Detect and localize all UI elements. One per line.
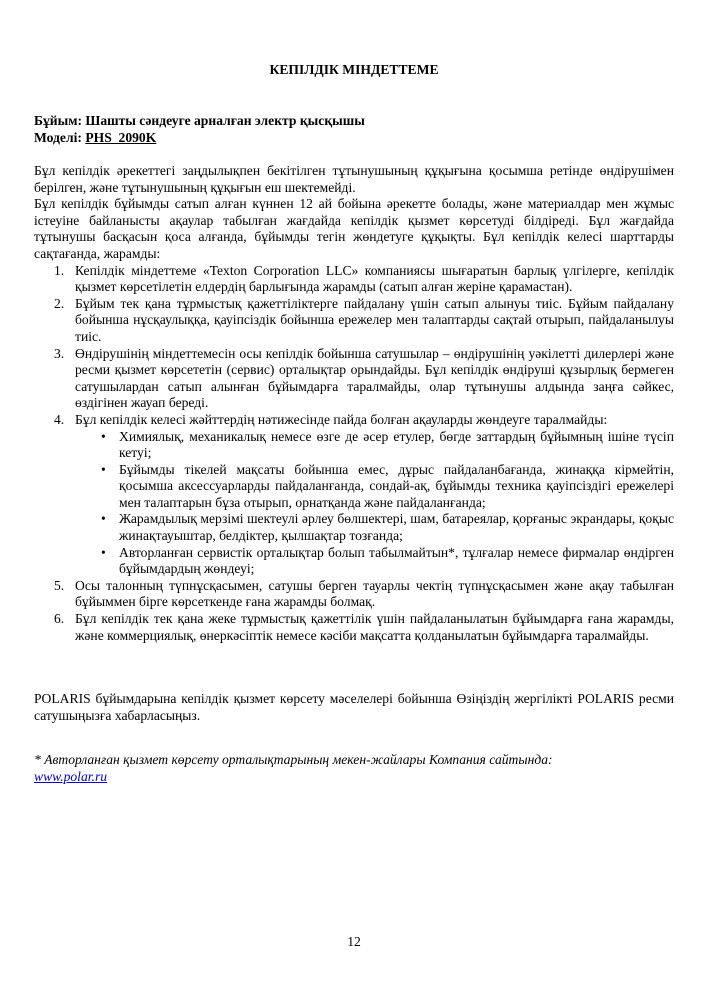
page-title: КЕПІЛДІК МІНДЕТТЕМЕ xyxy=(269,62,439,77)
intro-paragraph-2: Бұл кепілдік бұйымды сатып алған күннен 12 ай бойына әрекетте болады, және материалдар мен жұмыс істеуіне байланысты ақаулар табылған жағдайда кепілдік қызмет көрсетуді білдіреді. Бұл жағдайда тұтынушы басқасын қоса алғанда, бұйымды тегін жөндетуге құқықты. Бұл кепілдік келесі шарттарды сақтағанда, жарамды: xyxy=(34,196,674,261)
term-text: Өндірушінің міндеттемесін осы кепілдік бойынша сатушылар – өндірушінің уәкілетті дилерлері және ресми қызмет көрсететін (сервис) орталықтар орындайды. Бұл кепілдік өндіруші құзырлық бермеген сатушылардан сатып алынған бұйымдарға таралмайды, олар тұтынушы алдында заңға сәйкес, өздігінен жауап береді. xyxy=(75,345,674,411)
intro-paragraph-1: Бұл кепілдік әрекеттегі заңдылықпен бекітілген тұтынушының құқығына қосымша ретінде өндірушімен берілген, және тұтынушының құқығын еш шектемейді. xyxy=(34,163,674,195)
term-text: Бұл кепілдік тек қана жеке тұрмыстық қажеттілік үшін пайдаланылатын бұйымдарға ғана жарамды, және коммерциялық, өнеркәсіптік немесе кәсіби мақсатта қолданылатын бұйымдарға таралмайды. xyxy=(75,611,674,643)
bullet-icon: • xyxy=(101,544,106,560)
term-number: 3. xyxy=(54,345,65,361)
product-label: Бұйым: Шашты сәндеуге арналған электр қысқышы xyxy=(34,113,365,128)
exclusions-list xyxy=(75,429,674,578)
exclusion-text: Жарамдылық мерзімі шектеулі әрлеу бөлшектері, шам, батареялар, қорғаныс экрандары, қоқыс жинақтауыштар, белдіктер, қылшақтар тозғанда; xyxy=(119,511,674,544)
term-text: Осы талонның түпнұсқасымен, сатушы берген тауарлы чектің түпнұсқасымен және ақау табылған бұйыммен бірге көрсеткенде ғана жарамды болмақ. xyxy=(75,577,674,610)
term-item xyxy=(34,263,674,296)
term-item xyxy=(34,346,674,412)
exclusion-item xyxy=(75,511,674,544)
term-text: Бұйым тек қана тұрмыстық қажеттіліктерге пайдалану үшін сатып алынуы тиіс. Бұйым пайдалану бойынша нұсқаулыққа, қауіпсіздік бойынша ережелер мен талаптарды сақтай отырып, пайдаланылуы тиіс. xyxy=(75,295,674,344)
product-info xyxy=(34,113,365,146)
term-number: 4. xyxy=(54,411,65,427)
footnote xyxy=(34,752,674,785)
term-item xyxy=(34,611,674,644)
website-link[interactable]: www.polar.ru xyxy=(34,768,108,784)
exclusion-text: Бұйымды тікелей мақсаты бойынша емес, дұрыс пайдаланбағанда, жинаққа кірмейтін, қосымша аксессуарларды пайдаланғанда, сондай-ақ, бұйымды техника қауіпсіздігі ережелері мен талаптарын бұза отырып, орнатқанда және пайдаланғанда; xyxy=(119,461,674,510)
term-item xyxy=(34,578,674,611)
model-line xyxy=(34,130,365,147)
term-text: Кепілдік міндеттеме «Texton Corporation LLC» компаниясы шығаратын барлық үлгілерге, кепілдік қызмет көрсетілетін елдердің барлығында жарамды (сатып алған жеріне қарамастан). xyxy=(75,262,674,295)
exclusion-text: Химиялық, механикалық немесе өзге де әсер етулер, бөгде заттардың бұйымның ішіне түсіп кетуі; xyxy=(119,428,674,461)
term-number: 1. xyxy=(54,262,65,278)
exclusion-item xyxy=(75,429,674,462)
contact-paragraph: POLARIS бұйымдарына кепілдік қызмет көрсету мәселелері бойынша Өзіңіздің жергілікті POLARIS ресми сатушыңызға хабарласыңыз. xyxy=(34,691,674,723)
model-label: Моделі: xyxy=(34,129,82,145)
bullet-icon: • xyxy=(101,461,106,477)
warranty-terms-list xyxy=(34,263,674,645)
term-item xyxy=(34,296,674,346)
page-number: 12 xyxy=(347,934,361,949)
term-item xyxy=(34,412,674,578)
exclusion-item xyxy=(75,462,674,512)
footnote-text: * Авторланған қызмет көрсету орталықтарының мекен-жайлары Компания сайтында: xyxy=(34,752,553,767)
term-text: Бұл кепілдік келесі жәйттердің нәтижесінде пайда болған ақауларды жөндеуге таралмайды: xyxy=(75,411,608,427)
model-value: PHS_2090K xyxy=(85,129,157,145)
term-number: 5. xyxy=(54,577,65,593)
term-number: 6. xyxy=(54,611,65,627)
warranty-body xyxy=(34,163,674,644)
exclusion-text: Авторланған сервистік орталықтар болып табылмайтын*, тұлғалар немесе фирмалар өндірген бұйымдардың жөндеуі; xyxy=(119,544,674,577)
exclusion-item xyxy=(75,545,674,578)
bullet-icon: • xyxy=(101,428,106,444)
bullet-icon: • xyxy=(101,511,106,527)
term-number: 2. xyxy=(54,295,65,311)
